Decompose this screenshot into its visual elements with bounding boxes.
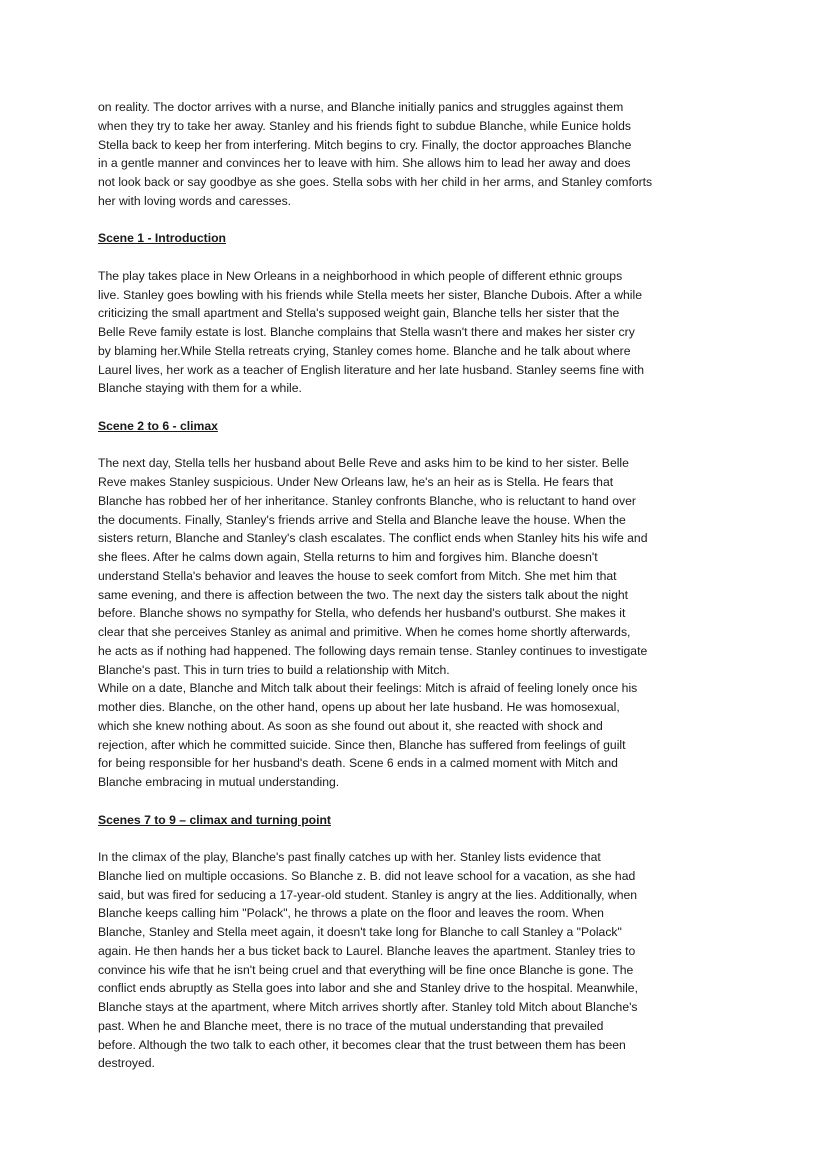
text-line: he acts as if nothing had happened. The following days remain tense. Stanley continues to investigate <box>98 643 648 658</box>
text-line: in a gentle manner and convinces her to leave with him. She allows him to lead her away and does <box>98 156 631 171</box>
text-line: In the climax of the play, Blanche's past finally catches up with her. Stanley lists evidence that <box>98 850 601 864</box>
blank-line <box>98 248 738 267</box>
text-line: which she knew nothing about. As soon as she found out about it, she reacted with shock and <box>98 718 603 733</box>
text-line: Laurel lives, her work as a teacher of English literature and her late husband. Stanley seems fine with <box>98 362 645 377</box>
section-heading: Scene 2 to 6 - climax <box>98 418 218 433</box>
section-paragraph <box>98 454 738 792</box>
text-line: criticizing the small apartment and Stella's supposed weight gain, Blanche tells her sister that the <box>98 306 620 321</box>
section-heading: Scene 1 - Introduction <box>98 231 226 246</box>
text-line: Blanche keeps calling him "Polack", he throws a plate on the floor and leaves the room. When <box>98 906 604 921</box>
text-line: by blaming her.While Stella retreats crying, Stanley comes home. Blanche and he talk about where <box>98 343 631 358</box>
section-paragraph <box>98 848 738 1073</box>
blank-line <box>98 829 738 848</box>
text-line: the documents. Finally, Stanley's friends arrive and Stella and Blanche leave the house. When the <box>98 512 626 527</box>
text-line: not look back or say goodbye as she goes. Stella sobs with her child in her arms, and Stanley comforts <box>98 175 653 189</box>
text-line: when they try to take her away. Stanley and his friends fight to subdue Blanche, while Eunice holds <box>98 118 631 133</box>
text-line: clear that she perceives Stanley as animal and primitive. When he comes home shortly afterwards, <box>98 625 631 639</box>
text-line: on reality. The doctor arrives with a nurse, and Blanche initially panics and struggles against them <box>98 100 624 114</box>
text-line: rejection, after which he committed suicide. Since then, Blanche has suffered from feelings of guilt <box>98 737 626 752</box>
text-line: Blanche embracing in mutual understanding. <box>98 775 340 789</box>
text-line: Blanche stays at the apartment, where Mitch arrives shortly after. Stanley told Mitch about Blanche's <box>98 1000 638 1014</box>
text-line: said, but was fired for seducing a 17-year-old student. Stanley is angry at the lies. Additionally, when <box>98 887 638 902</box>
text-line: past. When he and Blanche meet, there is no trace of the mutual understanding that prevailed <box>98 1018 604 1033</box>
text-line: While on a date, Blanche and Mitch talk about their feelings: Mitch is afraid of feeling lonely once his <box>98 681 638 696</box>
text-line: before. Although the two talk to each other, it becomes clear that the trust between them has been <box>98 1037 626 1052</box>
document-page <box>98 98 738 1073</box>
blank-line <box>98 211 738 230</box>
text-line: for being responsible for her husband's death. Scene 6 ends in a calmed moment with Mitch and <box>98 756 618 771</box>
document-section <box>98 211 738 399</box>
section-heading: Scenes 7 to 9 – climax and turning point <box>98 812 331 827</box>
text-line: conflict ends abruptly as Stella goes into labor and she and Stanley drive to the hospital. Meanwhile, <box>98 981 638 996</box>
text-line: destroyed. <box>98 1056 155 1071</box>
document-section <box>98 398 738 792</box>
blank-line <box>98 398 738 417</box>
text-line: The next day, Stella tells her husband about Belle Reve and asks him to be kind to her sister. Belle <box>98 456 629 471</box>
blank-line <box>98 436 738 455</box>
document-section <box>98 792 738 1073</box>
text-line: understand Stella's behavior and leaves the house to seek comfort from Mitch. She met him that <box>98 568 617 583</box>
intro-paragraph <box>98 98 738 211</box>
text-line: Blanche staying with them for a while. <box>98 381 302 396</box>
text-line: mother dies. Blanche, on the other hand, opens up about her late husband. He was homosexual, <box>98 700 620 714</box>
text-line: again. He then hands her a bus ticket back to Laurel. Blanche leaves the apartment. Stanley tries to <box>98 943 636 958</box>
text-line: she flees. After he calms down again, Stella returns to him and forgives him. Blanche doesn't <box>98 550 598 564</box>
text-line: Stella back to keep her from interfering. Mitch begins to cry. Finally, the doctor approaches Blanche <box>98 137 632 152</box>
text-line: The play takes place in New Orleans in a neighborhood in which people of different ethnic groups <box>98 268 623 283</box>
text-line: Blanche has robbed her of her inheritance. Stanley confronts Blanche, who is reluctant to hand over <box>98 493 636 508</box>
text-line: Reve makes Stanley suspicious. Under New Orleans law, he's an heir as is Stella. He fears that <box>98 475 614 489</box>
text-line: her with loving words and caresses. <box>98 193 292 208</box>
text-line: convince his wife that he isn't being cruel and that everything will be fine once Blanche is gone. The <box>98 962 634 977</box>
section-paragraph <box>98 267 738 398</box>
text-line: Blanche's past. This in turn tries to build a relationship with Mitch. <box>98 662 450 677</box>
text-line: Blanche lied on multiple occasions. So Blanche z. B. did not leave school for a vacation, as she had <box>98 868 636 883</box>
blank-line <box>98 792 738 811</box>
text-line: live. Stanley goes bowling with his friends while Stella meets her sister, Blanche Dubois. After a while <box>98 287 642 302</box>
text-line: Blanche, Stanley and Stella meet again, it doesn't take long for Blanche to call Stanley a "Polack" <box>98 925 622 939</box>
text-line: before. Blanche shows no sympathy for Stella, who defends her husband's outburst. She makes it <box>98 606 626 621</box>
text-line: Belle Reve family estate is lost. Blanche complains that Stella wasn't there and makes her sister cry <box>98 325 635 339</box>
text-line: same evening, and there is affection between the two. The next day the sisters talk about the night <box>98 587 629 602</box>
text-line: sisters return, Blanche and Stanley's clash escalates. The conflict ends when Stanley hits his wife and <box>98 531 648 546</box>
